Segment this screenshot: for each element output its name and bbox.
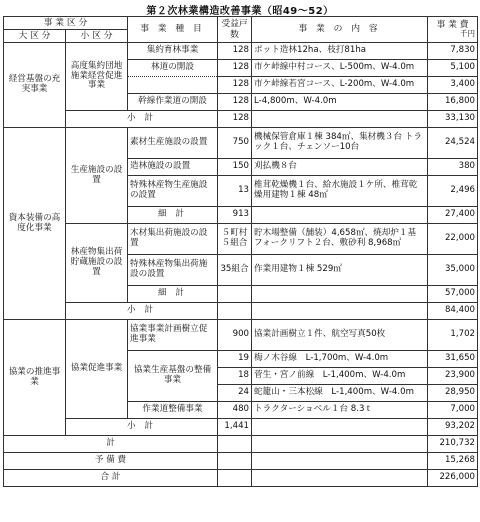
naiyo-cell: [252, 286, 428, 303]
kosu-cell: 13: [218, 176, 252, 207]
grand-total-row: [4, 470, 478, 487]
naiyo-cell: 協業計画樹立１件、航空写真50枚: [252, 320, 428, 351]
kosu-cell: [218, 453, 252, 470]
kosu-cell: ５町村 ５組合: [218, 224, 252, 255]
naiyo-cell: 菅生・宮ノ前線 L-1,400m、W-4.0m: [252, 368, 428, 385]
subtotal-row: [4, 419, 478, 436]
naiyo-cell: [252, 303, 428, 320]
naiyo-cell: [252, 453, 428, 470]
kosu-cell: [218, 303, 252, 320]
kosu-cell: 128: [218, 111, 252, 128]
subtotal-label: 小 計: [66, 419, 218, 436]
header-sho-kubun: 小 区 分: [66, 30, 128, 43]
shumoku-cell: 特殊林産物生産施設の設置: [128, 176, 218, 207]
naiyo-cell: 貯木場整備（舗装）4,658㎡、焼却炉１基 フォークリフト２台、敷砂利 8,968㎡: [252, 224, 428, 255]
hi-cell: 16,800: [428, 94, 478, 111]
header-jigyo-kubun: 事 業 区 分: [4, 17, 128, 30]
naiyo-cell: 刈払機８台: [252, 159, 428, 176]
hi-cell: 1,702: [428, 320, 478, 351]
shumoku-cell: 造林施設の設置: [128, 159, 218, 176]
naiyo-cell: 梅ノ木谷線 L-1,700m、W-4.0m: [252, 351, 428, 368]
kosu-cell: [218, 286, 252, 303]
hi-cell: 22,000: [428, 224, 478, 255]
dai-kubun-cell: 経営基盤の充実事業: [4, 43, 66, 128]
kosu-cell: 128: [218, 94, 252, 111]
naiyo-cell: 機械保管倉庫１棟 384㎡、集材機３台 トラック１台、チェンソー10台: [252, 128, 428, 159]
project-cost-table: [3, 16, 478, 487]
grand-total-value: 226,000: [428, 470, 478, 487]
header-jigyohi: 事 業 費: [436, 20, 469, 31]
shumoku-cell: 木材集出荷施設の設置: [128, 224, 218, 255]
naiyo-cell: [252, 207, 428, 224]
kosu-cell: 24: [218, 385, 252, 402]
sho-kubun-cell: 協業促進事業: [66, 320, 128, 419]
naiyo-cell: 蛇籠山・三本松線 L-1,400m、W-4.0m: [252, 385, 428, 402]
kosu-cell: 750: [218, 128, 252, 159]
total-row: [4, 436, 478, 453]
kosu-cell: [218, 470, 252, 487]
header-dai-kubun: 大 区 分: [4, 30, 66, 43]
hi-cell: 57,000: [428, 286, 478, 303]
document-title: 第２次林業構造改善事業（昭49〜52）: [146, 6, 334, 17]
kosu-cell: 1,441: [218, 419, 252, 436]
shumoku-cell: 特殊林産物集出荷施設の設置: [128, 255, 218, 286]
total-label: 計: [4, 436, 218, 453]
naiyo-cell: 市ケ峠線中村コース、L-500m、W-4.0m: [252, 60, 428, 77]
hi-cell: 31,650: [428, 351, 478, 368]
header-row: [4, 17, 478, 30]
shumoku-cell: 林道の開設: [128, 60, 218, 77]
hi-cell: 7,000: [428, 402, 478, 419]
shumoku-cell: 協業生産基盤の整備事業: [128, 351, 218, 402]
total-value: 210,732: [428, 436, 478, 453]
kosu-cell: 35組合: [218, 255, 252, 286]
kosu-cell: 480: [218, 402, 252, 419]
dai-kubun-cell: 協業の推進事業: [4, 320, 66, 436]
sho-kubun-cell: 高度集約団地施業経営促進事業: [66, 43, 128, 111]
reserve-row: [4, 453, 478, 470]
shumoku-cell: 素材生産施設の設置: [128, 128, 218, 159]
reserve-value: 15,268: [428, 453, 478, 470]
header-jigyohi-cell: [428, 17, 478, 43]
hi-cell: 5,100: [428, 60, 478, 77]
hi-cell: 380: [428, 159, 478, 176]
header-jigyo-naiyo: 事 業 の 内 容: [252, 17, 428, 43]
table-row: [4, 128, 478, 159]
header-unit: 千円: [460, 29, 476, 39]
kosu-cell: 913: [218, 207, 252, 224]
subtotal-label: 細 計: [128, 207, 218, 224]
shumoku-cell: 協業事業計画樹立促進事業: [128, 320, 218, 351]
naiyo-cell: [252, 436, 428, 453]
naiyo-cell: 市ケ峠線若宮コース、L-200m、W-4.0m: [252, 77, 428, 94]
hi-cell: 23,900: [428, 368, 478, 385]
hi-cell: 33,130: [428, 111, 478, 128]
naiyo-cell: 作業用建物１棟 529㎡: [252, 255, 428, 286]
naiyo-cell: [252, 419, 428, 436]
kosu-cell: 19: [218, 351, 252, 368]
subtotal-row: [4, 303, 478, 320]
naiyo-cell: L-4,800m、W-4.0m: [252, 94, 428, 111]
kosu-cell: 128: [218, 43, 252, 60]
shumoku-cell: 集約育林事業: [128, 43, 218, 60]
subtotal-row: [4, 111, 478, 128]
naiyo-cell: [252, 111, 428, 128]
hi-cell: 28,950: [428, 385, 478, 402]
kosu-cell: [218, 436, 252, 453]
kosu-cell: 900: [218, 320, 252, 351]
table-row: [4, 43, 478, 60]
shumoku-cell: 作業道整備事業: [128, 402, 218, 419]
hi-cell: 27,400: [428, 207, 478, 224]
kosu-cell: 18: [218, 368, 252, 385]
shumoku-cell: 幹線作業道の開設: [128, 94, 218, 111]
dai-kubun-cell: 資本装備の高度化事業: [4, 128, 66, 320]
hi-cell: 7,830: [428, 43, 478, 60]
grand-total-label: 合 計: [4, 470, 218, 487]
subtotal-label: 小 計: [66, 111, 218, 128]
hi-cell: 3,400: [428, 77, 478, 94]
naiyo-cell: [252, 470, 428, 487]
hi-cell: 24,524: [428, 128, 478, 159]
naiyo-cell: トラクターショベル１台 8.3ｔ: [252, 402, 428, 419]
subtotal-label: 小 計: [66, 303, 218, 320]
table-row: [4, 224, 478, 255]
hi-cell: 35,000: [428, 255, 478, 286]
table-row: [4, 320, 478, 351]
naiyo-cell: 椎茸乾燥機１台、給水施設１ケ所、椎茸乾燥用建物１棟 48㎡: [252, 176, 428, 207]
hi-cell: 84,400: [428, 303, 478, 320]
subtotal-label: 細 計: [128, 286, 218, 303]
header-jigyo-shumoku: 事 業 種 目: [128, 17, 218, 43]
hi-cell: 2,496: [428, 176, 478, 207]
sho-kubun-cell: 林産物集出荷貯蔵施設の設置: [66, 224, 128, 303]
naiyo-cell: ポット造林12ha、枝打81ha: [252, 43, 428, 60]
reserve-label: 予 備 費: [4, 453, 218, 470]
kosu-cell: 150: [218, 159, 252, 176]
sho-kubun-cell: 生産施設の設置: [66, 128, 128, 224]
hi-cell: 93,202: [428, 419, 478, 436]
kosu-cell: 128: [218, 60, 252, 77]
kosu-cell: 128: [218, 77, 252, 94]
shumoku-cell: [128, 77, 218, 94]
header-jueki-kosu: 受益戸数: [218, 17, 252, 43]
